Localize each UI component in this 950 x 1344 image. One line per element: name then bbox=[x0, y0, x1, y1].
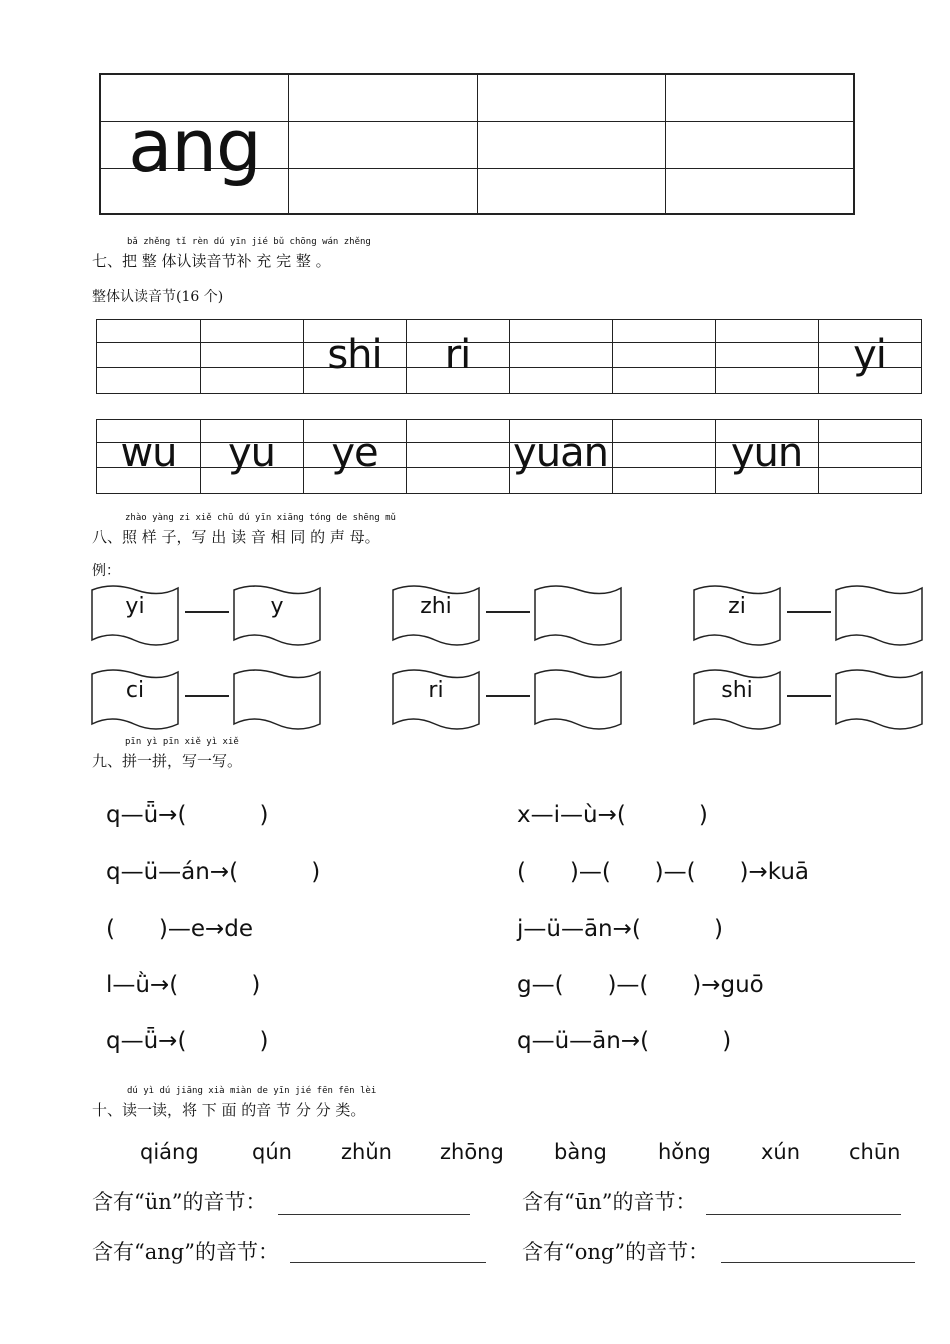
syllable-text: ri bbox=[428, 678, 444, 703]
syllable-text: yi bbox=[125, 594, 145, 619]
syllable-cell: yu bbox=[227, 430, 276, 476]
section7-subtitle: 整体认读音节(16 个) bbox=[92, 289, 224, 305]
spelling-exercise: g—( )—( )→guō bbox=[517, 972, 764, 998]
syllable-cell: ye bbox=[331, 430, 378, 476]
category-label: 含有“ūn”的音节： bbox=[522, 1190, 697, 1214]
syllable-text: zhi bbox=[420, 594, 452, 619]
section9-pinyin: pīn yì pīn xiě yì xiě bbox=[125, 737, 239, 747]
spelling-exercise: j—ü—ān→( ) bbox=[517, 916, 723, 942]
sort-word: xún bbox=[761, 1140, 801, 1164]
sort-word: qiáng bbox=[140, 1140, 199, 1164]
section7-title: 七、把 整 体认读音节补 充 完 整 。 bbox=[92, 252, 331, 270]
sort-word: qún bbox=[252, 1140, 292, 1164]
answer-blank[interactable] bbox=[721, 1262, 915, 1263]
section10-title: 十、读一读，将 下 面 的音 节 分 分 类。 bbox=[92, 1101, 366, 1119]
section9-title: 九、拼一拼，写一写。 bbox=[92, 752, 243, 770]
sort-word: zhōng bbox=[440, 1140, 504, 1164]
section8-title: 八、照 样 子，写 出 读 音 相 同 的 声 母。 bbox=[92, 528, 380, 546]
category-label: 含有“ong”的音节： bbox=[522, 1240, 710, 1264]
answer-blank[interactable] bbox=[290, 1262, 486, 1263]
spelling-exercise: ( )—( )—( )→kuā bbox=[517, 859, 809, 885]
syllable-cell: yun bbox=[730, 430, 803, 476]
spelling-exercise: q—ü—ān→( ) bbox=[517, 1028, 732, 1054]
example-label: 例： bbox=[92, 563, 120, 579]
sort-word: chūn bbox=[849, 1140, 901, 1164]
answer-flag[interactable] bbox=[535, 670, 621, 729]
category-label: 含有“ang”的音节： bbox=[92, 1240, 279, 1264]
category-label: 含有“ün”的音节： bbox=[92, 1190, 267, 1214]
spelling-exercise: ( )—e→de bbox=[106, 916, 253, 942]
answer-flag[interactable] bbox=[836, 670, 922, 729]
syllable-cell: yuan bbox=[513, 430, 608, 476]
grid-cell-word: ang bbox=[128, 104, 261, 188]
spelling-exercise: q—ü—án→( ) bbox=[106, 859, 321, 885]
spelling-exercise: l—ǜ→( ) bbox=[106, 972, 261, 998]
answer-blank[interactable] bbox=[706, 1214, 901, 1215]
answer-flag[interactable] bbox=[836, 586, 922, 645]
answer-text: y bbox=[270, 594, 284, 619]
syllable-cell: wu bbox=[120, 430, 177, 476]
syllable-text: ci bbox=[125, 678, 145, 703]
spelling-exercise: q—ǖ→( ) bbox=[106, 802, 269, 828]
syllable-cell: yi bbox=[853, 332, 886, 378]
section8-pinyin: zhào yàng zi xiě chū dú yīn xiāng tóng de shēng mǔ bbox=[125, 513, 396, 523]
syllable-text: zi bbox=[728, 594, 746, 619]
syllable-cell: shi bbox=[327, 332, 382, 378]
sort-word: zhǔn bbox=[341, 1140, 392, 1164]
answer-flag[interactable] bbox=[234, 670, 320, 729]
sort-word: hǒng bbox=[658, 1140, 711, 1164]
syllable-text: shi bbox=[721, 678, 753, 703]
sort-word: bàng bbox=[554, 1140, 607, 1164]
section7-pinyin: bǎ zhěng tǐ rèn dú yīn jié bǔ chōng wán zhěng bbox=[127, 237, 371, 247]
answer-flag[interactable] bbox=[535, 586, 621, 645]
spelling-exercise: x—i—ù→( ) bbox=[517, 802, 708, 828]
section10-pinyin: dú yì dú jiāng xià miàn de yīn jié fēn fēn lèi bbox=[127, 1086, 377, 1096]
spelling-exercise: q—ǖ→( ) bbox=[106, 1028, 269, 1054]
syllable-cell: ri bbox=[444, 332, 471, 378]
answer-blank[interactable] bbox=[278, 1214, 470, 1215]
